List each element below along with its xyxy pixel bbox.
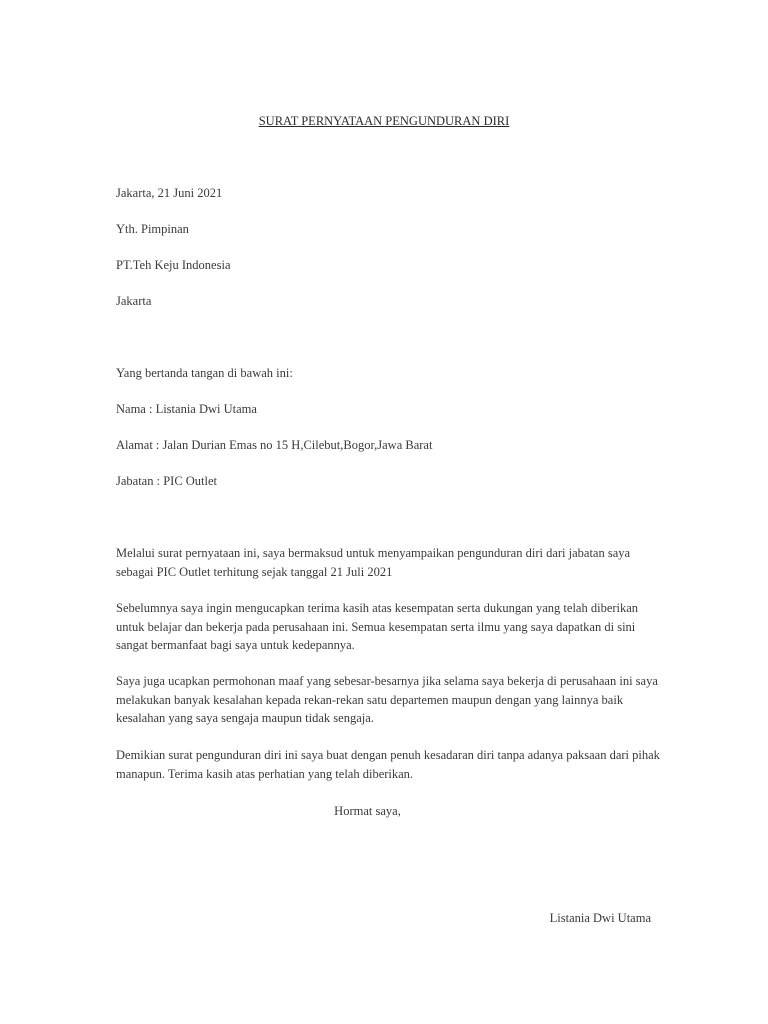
paragraph-line: Sebelumnya saya ingin mengucapkan terima kasih atas kesempatan serta dukungan yang telah diberikan — [116, 601, 639, 615]
identity-address: Alamat : Jalan Durian Emas no 15 H,Cilebut,Bogor,Jawa Barat — [116, 438, 433, 452]
paragraph-line: Melalui surat pernyataan ini, saya bermaksud untuk menyampaikan pengunduran diri dari jabatan saya — [116, 546, 631, 560]
paragraph-4 — [116, 746, 660, 783]
closing-text: Hormat saya, — [334, 804, 401, 818]
identity-name: Nama : Listania Dwi Utama — [116, 402, 257, 416]
paragraph-line: kesalahan yang saya sengaja maupun tidak sengaja. — [116, 711, 374, 725]
paragraph-2 — [116, 599, 656, 655]
recipient-salutation: Yth. Pimpinan — [116, 222, 189, 236]
recipient-company: PT.Teh Keju Indonesia — [116, 258, 231, 272]
paragraph-line: sangat bermanfaat bagi saya untuk kedepannya. — [116, 638, 355, 652]
letter-title: SURAT PERNYATAAN PENGUNDURAN DIRI — [258, 114, 510, 128]
place-date: Jakarta, 21 Juni 2021 — [116, 186, 223, 200]
paragraph-line: sebagai PIC Outlet terhitung sejak tanggal 21 Juli 2021 — [116, 564, 393, 579]
signer-name: Listania Dwi Utama — [549, 911, 651, 925]
paragraph-line: Demikian surat pengunduran diri ini saya buat dengan penuh kesadaran diri tanpa adanya paksaan dari pihak — [116, 748, 660, 762]
paragraph-line: manapun. Terima kasih atas perhatian yang telah diberikan. — [116, 766, 414, 781]
paragraph-1 — [116, 544, 656, 581]
intro-text: Yang bertanda tangan di bawah ini: — [116, 366, 293, 380]
paragraph-line: Saya juga ucapkan permohonan maaf yang sebesar-besarnya jika selama saya bekerja di perusahaan ini saya — [116, 674, 658, 688]
paragraph-line: untuk belajar dan bekerja pada perusahaan ini. Semua kesempatan serta ilmu yang saya dapatkan di sini — [116, 619, 636, 634]
identity-position: Jabatan : PIC Outlet — [116, 474, 218, 488]
paragraph-3 — [116, 672, 656, 728]
recipient-city: Jakarta — [116, 294, 152, 308]
paragraph-line: melakukan banyak kesalahan kepada rekan-rekan satu departemen maupun dengan yang lainnya baik — [116, 692, 624, 707]
